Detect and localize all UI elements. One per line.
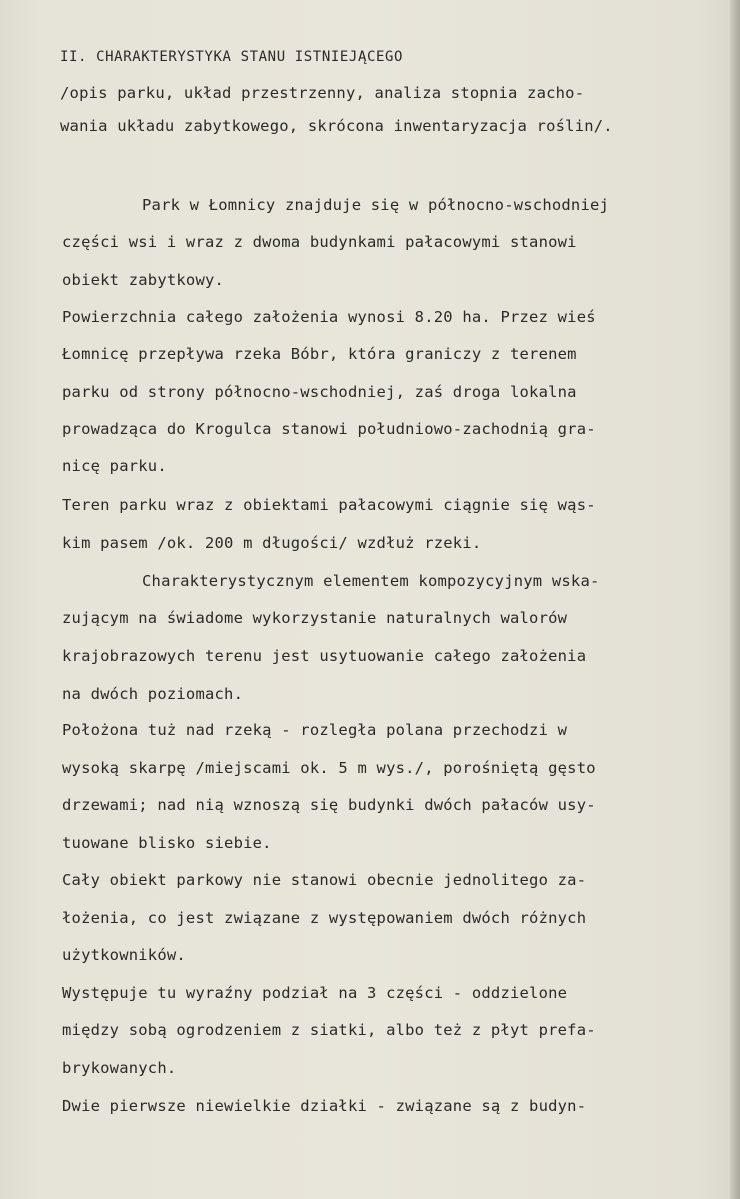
text-line: brykowanych. xyxy=(62,1059,177,1077)
text-line: drzewami; nad nią wznoszą się budynki dwóch pałaców usy- xyxy=(62,796,596,814)
text-line: łożenia, co jest związane z występowaniem dwóch różnych xyxy=(62,909,587,927)
text-line: parku od strony północno-wschodniej, zaś droga lokalna xyxy=(62,383,577,401)
text-line: /opis parku, układ przestrzenny, analiza stopnia zacho- xyxy=(60,84,585,102)
section-heading: II. CHARAKTERYSTYKA STANU ISTNIEJĄCEGO xyxy=(60,49,404,65)
page-edge-shadow xyxy=(730,0,740,1199)
text-line: między sobą ogrodzeniem z siatki, albo też z płyt prefa- xyxy=(62,1021,596,1039)
text-line: Charakterystycznym elementem kompozycyjnym wska- xyxy=(142,572,600,590)
text-line: kim pasem /ok. 200 m długości/ wzdłuż rzeki. xyxy=(62,534,482,552)
text-line: tuowane blisko siebie. xyxy=(62,834,272,852)
text-line: Dwie pierwsze niewielkie działki - związane są z budyn- xyxy=(62,1097,587,1115)
text-line: na dwóch poziomach. xyxy=(62,685,244,703)
text-line: wysoką skarpę /miejscami ok. 5 m wys./, porośniętą gęsto xyxy=(62,759,596,777)
text-line: części wsi i wraz z dwoma budynkami pałacowymi stanowi xyxy=(62,233,577,251)
text-line: krajobrazowych terenu jest usytuowanie całego założenia xyxy=(62,647,587,665)
text-line: nicę parku. xyxy=(62,457,167,475)
text-line: Powierzchnia całego założenia wynosi 8.20 ha. Przez wieś xyxy=(62,308,596,326)
text-line: Położona tuż nad rzeką - rozległa polana przechodzi w xyxy=(62,721,568,739)
text-line: Występuje tu wyraźny podział na 3 części - oddzielone xyxy=(62,984,568,1002)
text-line: Teren parku wraz z obiektami pałacowymi ciągnie się wąs- xyxy=(62,496,596,514)
text-line: obiekt zabytkowy. xyxy=(62,271,225,289)
text-line: zującym na świadome wykorzystanie naturalnych walorów xyxy=(62,609,568,627)
text-line: Łomnicę przepływa rzeka Bóbr, która graniczy z terenem xyxy=(62,345,577,363)
text-line: Cały obiekt parkowy nie stanowi obecnie jednolitego za- xyxy=(62,871,587,889)
text-line: wania układu zabytkowego, skrócona inwentaryzacja roślin/. xyxy=(60,117,613,135)
text-line: Park w Łomnicy znajduje się w północno-wschodniej xyxy=(142,196,610,214)
text-line: użytkowników. xyxy=(62,946,186,964)
text-line: prowadząca do Krogulca stanowi południowo-zachodnią gra- xyxy=(62,420,596,438)
